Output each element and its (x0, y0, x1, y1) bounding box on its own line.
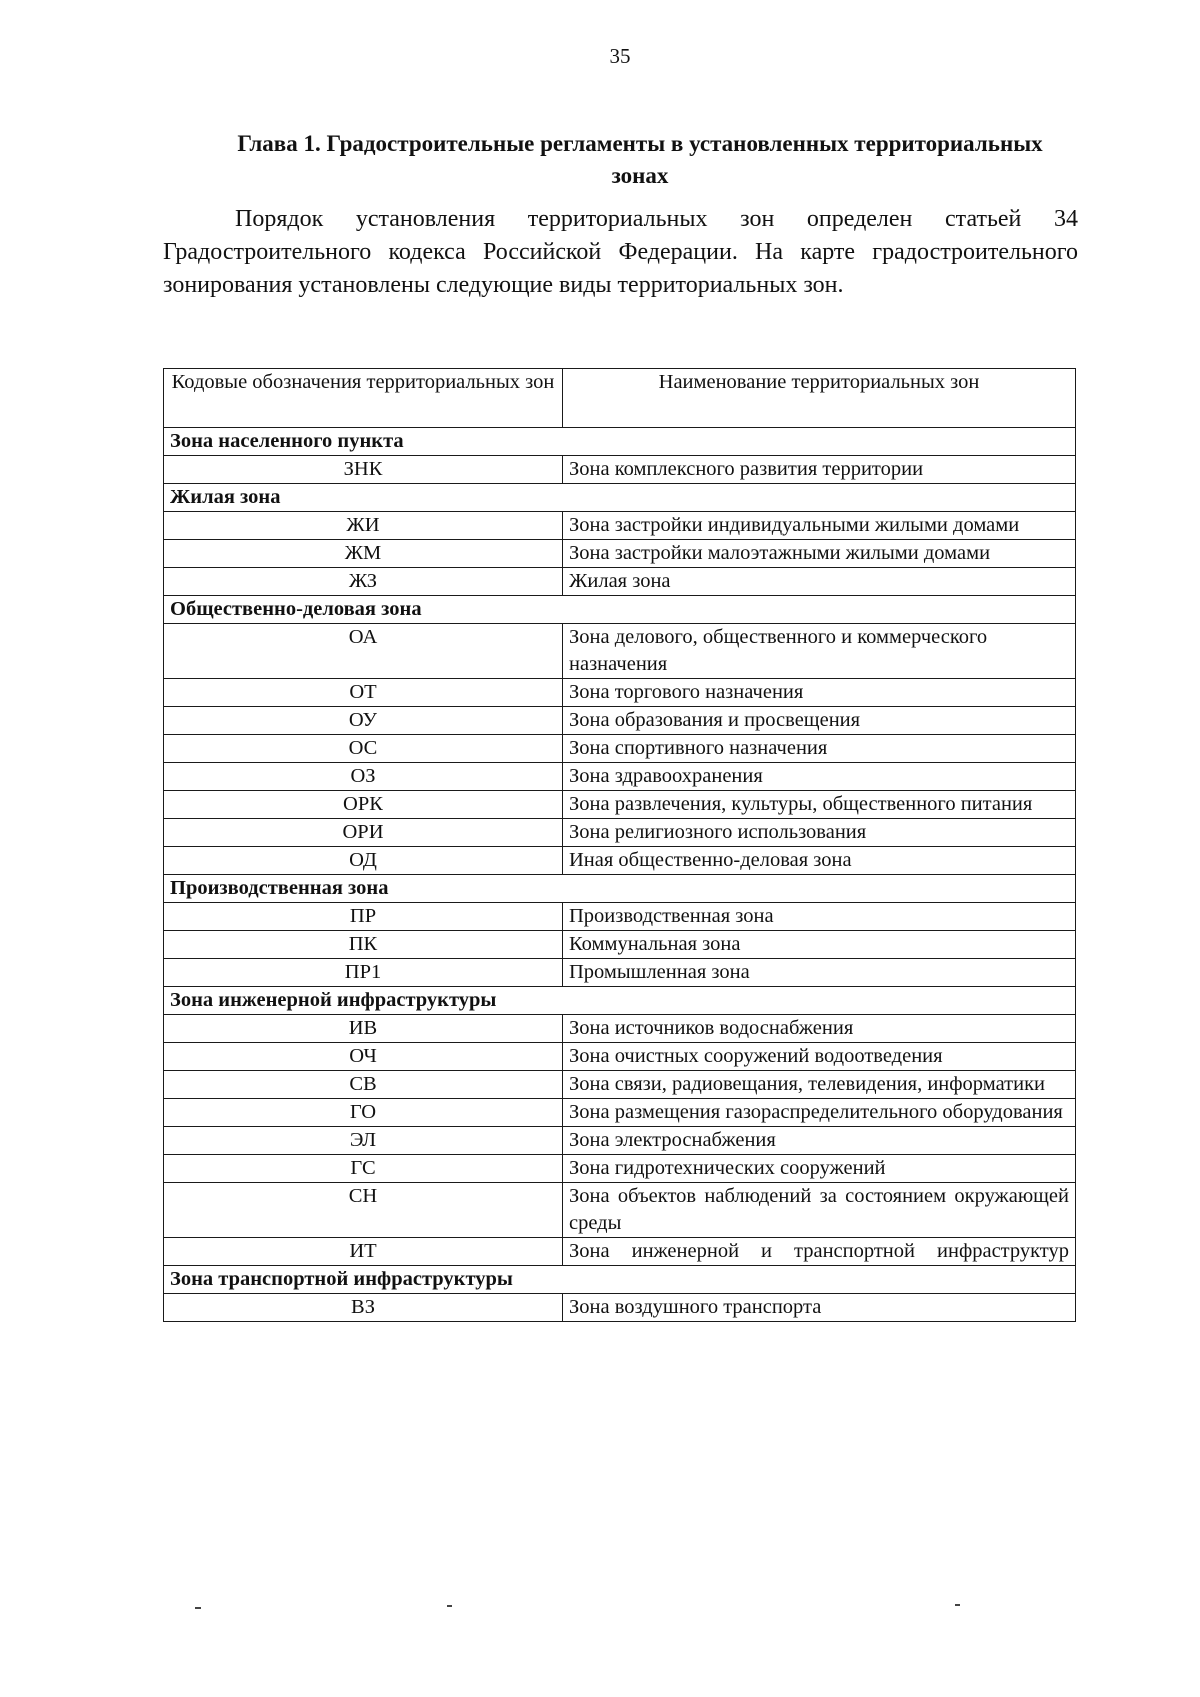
table-row (164, 819, 1076, 847)
scan-mark (447, 1605, 452, 1607)
zone-code: ОРИ (164, 819, 563, 847)
zone-name: Зона здравоохранения (563, 763, 1076, 791)
table-row (164, 903, 1076, 931)
table-row (164, 707, 1076, 735)
zone-code: ОТ (164, 679, 563, 707)
zone-name: Зона делового, общественного и коммерческого назначения (563, 624, 1076, 679)
table-row (164, 568, 1076, 596)
table-row (164, 1043, 1076, 1071)
table-row (164, 735, 1076, 763)
group-title: Зона транспортной инфраструктуры (164, 1266, 1076, 1294)
zone-name: Зона источников водоснабжения (563, 1015, 1076, 1043)
zone-name: Зона воздушного транспорта (563, 1294, 1076, 1322)
table-row (164, 512, 1076, 540)
zone-name: Зона религиозного использования (563, 819, 1076, 847)
table-row (164, 959, 1076, 987)
table-row (164, 763, 1076, 791)
intro-paragraph: Порядок установления территориальных зон определен статьей 34 Градостроительного кодекса Российской Федерации. На карте градостроительного зонирования установлены следующие виды территориальных зон. (163, 206, 1078, 298)
table-header-row (164, 369, 1076, 428)
zone-code: ИВ (164, 1015, 563, 1043)
group-title: Жилая зона (164, 484, 1076, 512)
zone-code: ЭЛ (164, 1127, 563, 1155)
header-name: Наименование территориальных зон (563, 369, 1076, 428)
scan-mark (195, 1607, 201, 1609)
zone-code: ЖЗ (164, 568, 563, 596)
zone-code: ОД (164, 847, 563, 875)
zone-name: Зона электроснабжения (563, 1127, 1076, 1155)
zone-code: ПК (164, 931, 563, 959)
zone-code: ГО (164, 1099, 563, 1127)
zone-code: ОС (164, 735, 563, 763)
zone-code: ЖМ (164, 540, 563, 568)
group-row (164, 428, 1076, 456)
table-row (164, 1238, 1076, 1266)
table-row (164, 456, 1076, 484)
zone-name: Зона гидротехнических сооружений (563, 1155, 1076, 1183)
table-row (164, 624, 1076, 679)
table-row (164, 1155, 1076, 1183)
group-row (164, 484, 1076, 512)
zone-name: Зона инженерной и транспортной инфраструктур (563, 1238, 1076, 1266)
zone-name: Зона спортивного назначения (563, 735, 1076, 763)
page-number: 35 (609, 44, 631, 68)
group-row (164, 987, 1076, 1015)
zone-name: Зона застройки малоэтажными жилыми домами (563, 540, 1076, 568)
table-row (164, 1015, 1076, 1043)
chapter-title: Глава 1. Градостроительные регламенты в установленных территориальных зонах (237, 131, 1043, 188)
zone-code: ГС (164, 1155, 563, 1183)
zones-table-body (164, 428, 1076, 1322)
zone-name: Жилая зона (563, 568, 1076, 596)
zone-code: ПР1 (164, 959, 563, 987)
zone-name: Зона торгового назначения (563, 679, 1076, 707)
table-row (164, 1127, 1076, 1155)
table-row (164, 679, 1076, 707)
table-row (164, 540, 1076, 568)
zone-code: ИТ (164, 1238, 563, 1266)
group-title: Общественно-деловая зона (164, 596, 1076, 624)
zone-name: Производственная зона (563, 903, 1076, 931)
zone-name: Зона развлечения, культуры, общественного питания (563, 791, 1076, 819)
zone-code: СВ (164, 1071, 563, 1099)
group-row (164, 596, 1076, 624)
table-row (164, 847, 1076, 875)
zone-name: Зона застройки индивидуальными жилыми домами (563, 512, 1076, 540)
zones-table (163, 368, 1076, 1322)
zone-name: Зона образования и просвещения (563, 707, 1076, 735)
zone-code: ОРК (164, 791, 563, 819)
zone-code: ОЧ (164, 1043, 563, 1071)
group-row (164, 1266, 1076, 1294)
zone-code: СН (164, 1183, 563, 1238)
zone-code: ЖИ (164, 512, 563, 540)
zone-name: Зона очистных сооружений водоотведения (563, 1043, 1076, 1071)
zone-name: Промышленная зона (563, 959, 1076, 987)
zone-code: ПР (164, 903, 563, 931)
table-row (164, 791, 1076, 819)
zone-name: Иная общественно-деловая зона (563, 847, 1076, 875)
zone-code: ОУ (164, 707, 563, 735)
zone-name: Зона связи, радиовещания, телевидения, информатики (563, 1071, 1076, 1099)
group-title: Зона инженерной инфраструктуры (164, 987, 1076, 1015)
zone-name: Зона комплексного развития территории (563, 456, 1076, 484)
table-row (164, 1099, 1076, 1127)
group-row (164, 875, 1076, 903)
header-code: Кодовые обозначения территориальных зон (164, 369, 563, 428)
zone-name: Коммунальная зона (563, 931, 1076, 959)
table-row (164, 1071, 1076, 1099)
group-title: Зона населенного пункта (164, 428, 1076, 456)
zone-code: ЗНК (164, 456, 563, 484)
group-title: Производственная зона (164, 875, 1076, 903)
table-row (164, 931, 1076, 959)
zone-name: Зона размещения газораспределительного оборудования (563, 1099, 1076, 1127)
table-row (164, 1294, 1076, 1322)
zone-code: ОА (164, 624, 563, 679)
table-row (164, 1183, 1076, 1238)
scan-mark (955, 1604, 960, 1606)
zone-code: ВЗ (164, 1294, 563, 1322)
zone-code: ОЗ (164, 763, 563, 791)
zone-name: Зона объектов наблюдений за состоянием окружающей среды (563, 1183, 1076, 1238)
